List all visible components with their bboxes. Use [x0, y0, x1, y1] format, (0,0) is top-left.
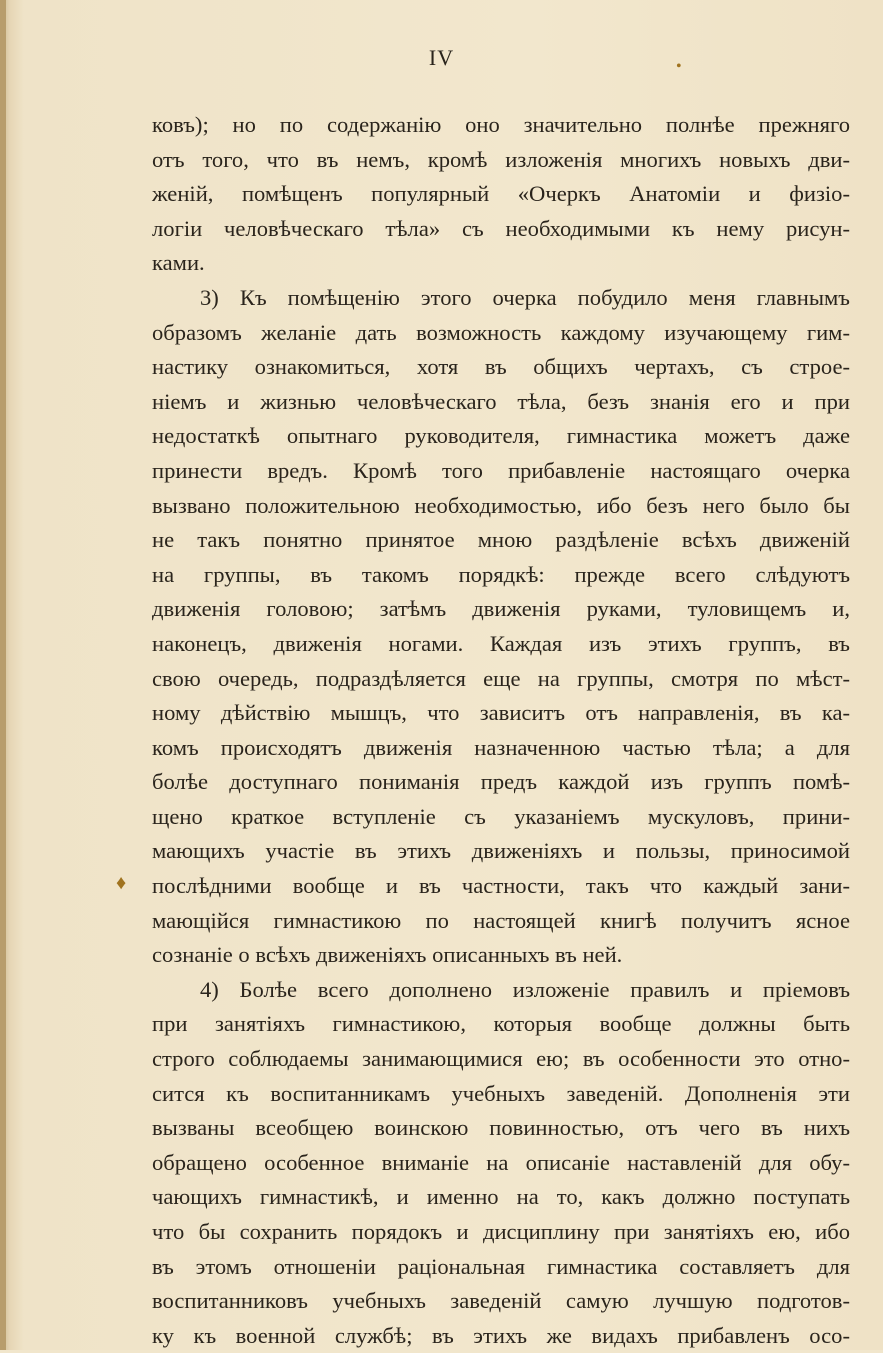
text-line: ками. [152, 250, 205, 276]
text-line: вызвано положительною необходимостью, ибо безъ него было бы [152, 492, 850, 518]
text-line: ніемъ и жизнью человѣческаго тѣла, безъ знанія его и при [152, 388, 850, 414]
text-line: образомъ желаніе дать возможность каждому изучающему гим- [152, 319, 850, 345]
text-line: обращено особенное вниманіе на описаніе наставленій для обу- [152, 1149, 850, 1175]
page-folio: IV [428, 45, 455, 70]
text-line: отъ того, что въ немъ, кромѣ изложенія многихъ новыхъ дви- [152, 146, 850, 172]
text-line: мающихъ участіе въ этихъ движеніяхъ и пользы, приносимой [152, 838, 850, 864]
text-line: послѣдними вообще и въ частности, такъ что каждый зани- [152, 873, 850, 899]
text-line: принести вредъ. Кромѣ того прибавленіе настоящаго очерка [152, 457, 850, 483]
paragraph-3-start: 3) Къ помѣщенію этого очерка побудило меня главнымъ [200, 284, 850, 310]
body-text [152, 108, 850, 1353]
text-line: вызваны всеобщею воинскою повинностью, отъ чего въ нихъ [152, 1115, 850, 1141]
text-line: не такъ понятно принятое мною раздѣленіе всѣхъ движеній [152, 527, 850, 553]
text-line: воспитанниковъ учебныхъ заведеній самую лучшую подготов- [152, 1288, 850, 1314]
margin-ink-mark: ♦ [116, 872, 127, 894]
paragraph-4-start: 4) Болѣе всего дополнено изложеніе правилъ и пріемовъ [200, 976, 850, 1002]
text-line: движенія головою; затѣмъ движенія руками, туловищемъ и, [152, 596, 850, 622]
text-line: въ этомъ отношеніи раціональная гимнастика составляетъ для [152, 1253, 850, 1279]
text-line: болѣе доступнаго пониманія предъ каждой изъ группъ помѣ- [152, 769, 850, 795]
text-line: комъ происходятъ движенія назначенною частью тѣла; а для [152, 734, 850, 760]
text-line: щено краткое вступленіе съ указаніемъ мускуловъ, прини- [152, 803, 850, 829]
text-line: ковъ); но по содержанію оно значительно полнѣе прежняго [152, 112, 850, 137]
text-line: наконецъ, движенія ногами. Каждая изъ этихъ группъ, въ [152, 630, 850, 656]
text-line: при занятіяхъ гимнастикою, которыя вообще должны быть [152, 1011, 850, 1037]
text-line: недостаткѣ опытнаго руководителя, гимнастика можетъ даже [152, 423, 850, 449]
text-line: мающійся гимнастикою по настоящей книгѣ получитъ ясное [152, 907, 850, 933]
text-line: логіи человѣческаго тѣла» съ необходимыми къ нему рисун- [152, 215, 850, 241]
ink-speck-mark: • [676, 58, 682, 75]
text-line: что бы сохранить порядокъ и дисциплину при занятіяхъ ею, ибо [152, 1219, 850, 1244]
text-line: женій, помѣщенъ популярный «Очеркъ Анатоміи и физіо- [152, 181, 850, 207]
text-line: сится къ воспитанникамъ учебныхъ заведеній. Дополненія эти [152, 1080, 850, 1106]
text-line: свою очередь, подраздѣляется еще на группы, смотря по мѣст- [152, 665, 850, 691]
text-line: строго соблюдаемы занимающимися ею; въ особенности это отно- [152, 1046, 850, 1072]
text-line: на группы, въ такомъ порядкѣ: прежде всего слѣдуютъ [152, 561, 850, 587]
text-line: сознаніе о всѣхъ движеніяхъ описанныхъ въ ней. [152, 942, 623, 968]
page-binding-edge [0, 0, 6, 1350]
text-line: ному дѣйствію мышцъ, что зависитъ отъ направленія, въ ка- [152, 700, 850, 726]
text-line: настику ознакомиться, хотя въ общихъ чертахъ, съ строе- [152, 354, 850, 380]
text-line: чающихъ гимнастикѣ, и именно на то, какъ должно поступать [152, 1184, 850, 1210]
text-line: ку къ военной службѣ; въ этихъ же видахъ прибавленъ осо- [152, 1322, 850, 1348]
